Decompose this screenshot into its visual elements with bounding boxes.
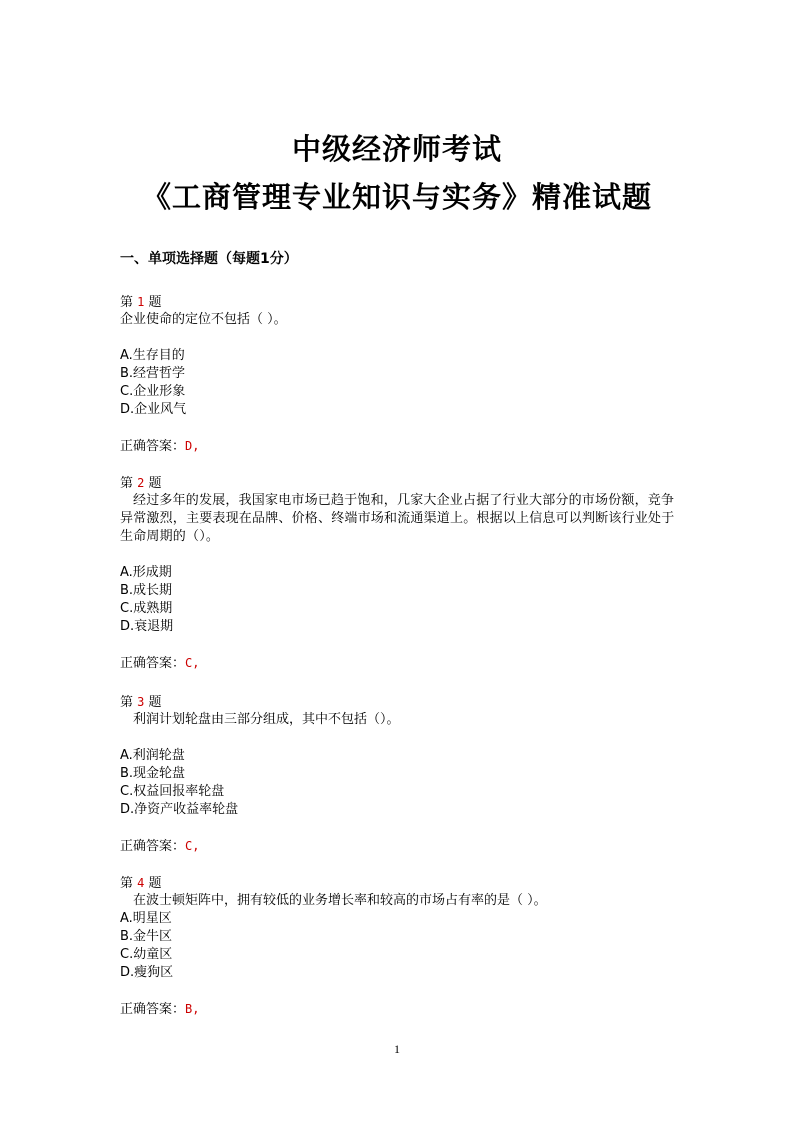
question-stem: 经过多年的发展，我国家电市场已趋于饱和，几家大企业占据了行业大部分的市场份额，竞争异常激烈，主要表现在品牌、价格、终端市场和流通渠道上。根据以上信息可以判断该行业处于生命周期的（）。 [120, 493, 675, 544]
option-c: C.权益回报率轮盘 [120, 784, 225, 799]
question-1 [120, 293, 680, 455]
question-stem: 利润计划轮盘由三部分组成，其中不包括（）。 [133, 712, 400, 727]
question-4 [120, 874, 680, 1018]
question-number: 第 1 题 [120, 295, 162, 310]
option-b: B.经营哲学 [120, 366, 186, 381]
answer-value: B, [185, 1002, 200, 1016]
answer-line: 正确答案：C, [120, 839, 200, 854]
question-number: 第 3 题 [120, 695, 162, 710]
question-stem: 企业使命的定位不包括（ ）。 [120, 312, 287, 327]
answer-line: 正确答案：B, [120, 1002, 200, 1017]
option-c: C.幼童区 [120, 947, 173, 962]
option-a: A.形成期 [120, 565, 172, 580]
option-d: D.企业风气 [120, 402, 187, 417]
answer-value: C, [185, 839, 200, 853]
answer-line: 正确答案：C, [120, 656, 200, 671]
option-b: B.金牛区 [120, 929, 173, 944]
option-c: C.成熟期 [120, 601, 173, 616]
question-number: 第 2 题 [120, 476, 162, 491]
option-b: B.现金轮盘 [120, 766, 186, 781]
exam-title: 中级经济师考试 [291, 132, 502, 166]
page-number: 1 [394, 1042, 400, 1056]
answer-value: C, [185, 656, 200, 670]
option-d: D.瘦狗区 [120, 965, 174, 980]
option-c: C.企业形象 [120, 384, 186, 399]
option-a: A.利润轮盘 [120, 748, 185, 763]
answer-value: D, [185, 439, 200, 453]
question-number: 第 4 题 [120, 876, 162, 891]
option-a: A.生存目的 [120, 348, 185, 363]
question-2 [120, 474, 680, 672]
question-stem: 在波士顿矩阵中，拥有较低的业务增长率和较高的市场占有率的是（ ）。 [133, 893, 547, 908]
option-b: B.成长期 [120, 583, 173, 598]
option-a: A.明星区 [120, 911, 172, 926]
option-d: D.净资产收益率轮盘 [120, 802, 239, 817]
exam-subtitle: 《工商管理专业知识与实务》精准试题 [141, 180, 652, 214]
section-heading: 一、单项选择题（每题1分） [120, 251, 298, 267]
question-3 [120, 693, 680, 855]
option-d: D.衰退期 [120, 619, 174, 634]
answer-line: 正确答案：D, [120, 439, 200, 454]
